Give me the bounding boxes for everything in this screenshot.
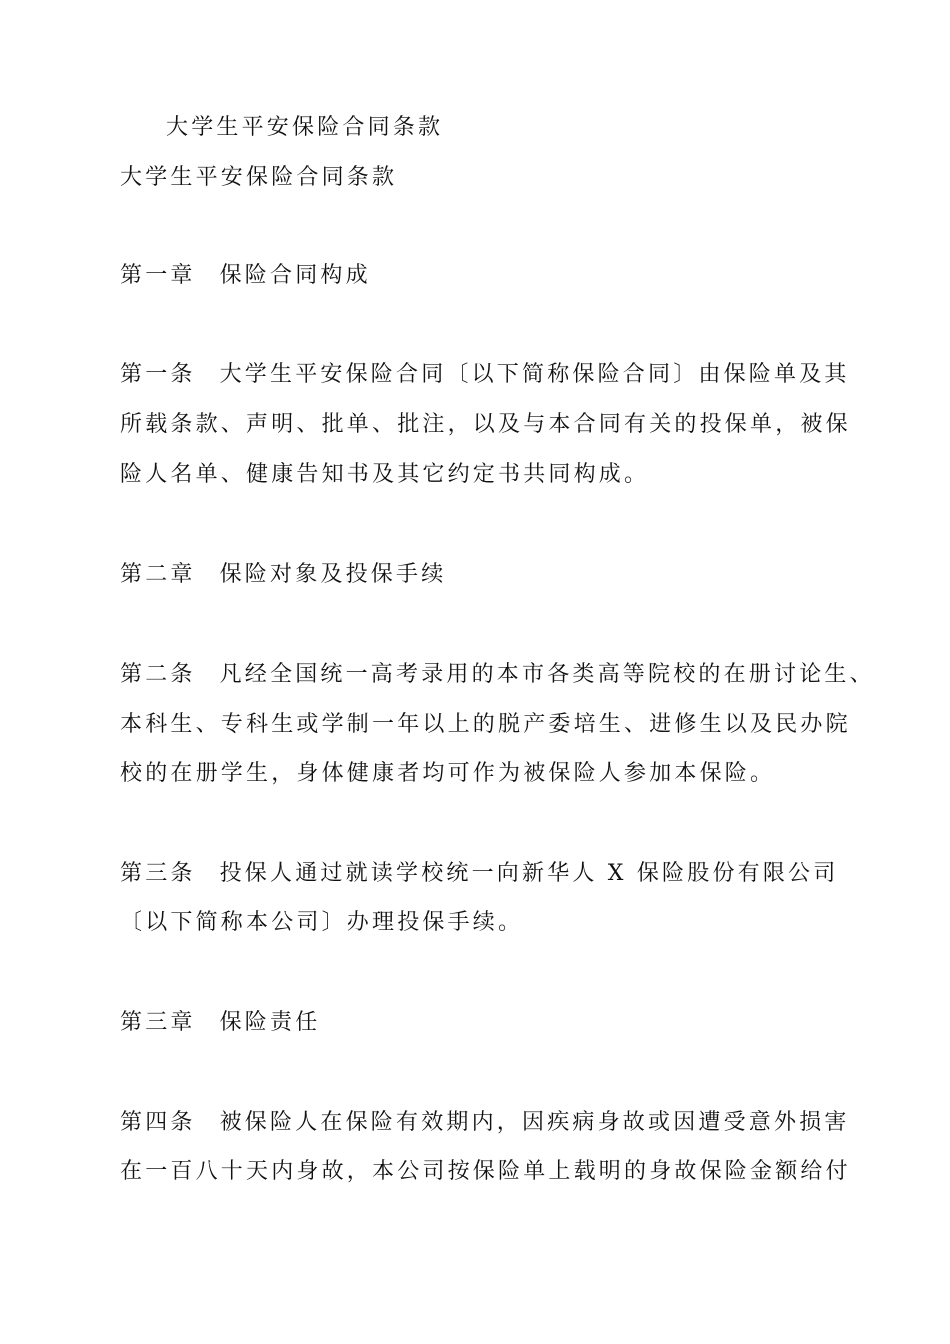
article-label: 第三条 <box>120 861 196 886</box>
article-2-line-1 <box>120 660 875 690</box>
chapter-title: 保险对象及投保手续 <box>219 562 447 587</box>
article-text: 投保人通过就读学校统一向新华人 X 保险股份有限公司 <box>219 861 839 886</box>
article-4-line-2: 在一百八十天内身故，本公司按保险单上载明的身故保险金额给付 <box>120 1159 851 1184</box>
article-text: 被保险人在保险有效期内，因疾病身故或因遭受意外损害 <box>219 1110 850 1135</box>
article-2-line-3: 校的在册学生，身体健康者均可作为被保险人参加本保险。 <box>120 761 776 786</box>
document-subtitle: 大学生平安保险合同条款 <box>120 165 398 190</box>
chapter-label: 第三章 <box>120 1010 196 1035</box>
article-text: 大学生平安保险合同〔以下简称保险合同〕由保险单及其 <box>219 362 850 387</box>
chapter-label: 第一章 <box>120 263 196 288</box>
article-label: 第一条 <box>120 362 196 387</box>
article-text: 凡经全国统一高考录用的本市各类高等院校的在册讨论生、 <box>219 662 875 687</box>
article-4-line-1 <box>120 1108 850 1138</box>
chapter-label: 第二章 <box>120 562 196 587</box>
chapter-title: 保险合同构成 <box>219 263 371 288</box>
article-1-line-1 <box>120 360 850 390</box>
article-1-line-3: 险人名单、健康告知书及其它约定书共同构成。 <box>120 462 650 487</box>
article-label: 第二条 <box>120 662 196 687</box>
document-title: 大学生平安保险合同条款 <box>166 115 444 140</box>
chapter-heading-2 <box>120 560 840 590</box>
article-3-line-2: 〔以下简称本公司〕办理投保手续。 <box>120 910 524 935</box>
article-2-line-2: 本科生、专科生或学制一年以上的脱产委培生、进修生以及民办院 <box>120 712 851 737</box>
chapter-heading-1 <box>120 261 840 291</box>
chapter-title: 保险责任 <box>219 1010 321 1035</box>
chapter-heading-3 <box>120 1008 840 1038</box>
article-label: 第四条 <box>120 1110 196 1135</box>
article-3-line-1 <box>120 859 840 889</box>
article-1-line-2: 所载条款、声明、批单、批注，以及与本合同有关的投保单，被保 <box>120 412 851 437</box>
